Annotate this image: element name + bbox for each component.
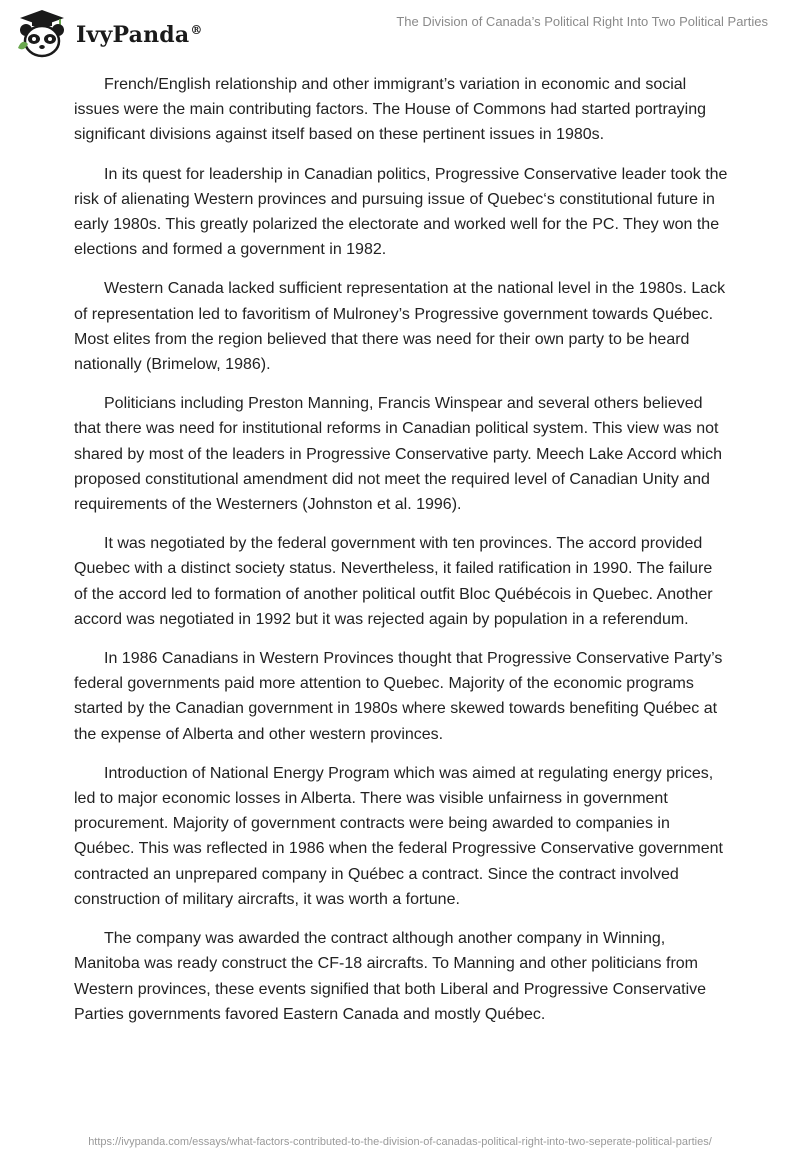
brand-name: IvyPanda®	[76, 22, 203, 48]
essay-body	[74, 72, 730, 1041]
paragraph: French/English relationship and other immigrant’s variation in economic and social issues were the main contributing factors. The House of Commons had started portraying significant divisions against itself based on these pertinent issues in 1980s.	[74, 76, 707, 144]
paragraph: Introduction of National Energy Program which was aimed at regulating energy prices, led to major economic losses in Alberta. There was visible unfairness in government procurement. Majority of government contracts were being awarded to companies in Québec. This was reflected in 1986 when the federal Progressive Conservative government contracted an unprepared company in Québec a contract. Since the contract involved construction of military aircrafts, it was worth a fortune.	[74, 764, 723, 908]
paragraph: Western Canada lacked sufficient representation at the national level in the 1980s. Lack of representation led to favoritism of Mulroney’s Progressive government towards Québec. Most elites from the region believed that there was need for their own party to be heard nationally (Brimelow, 1986).	[74, 280, 726, 374]
paragraph: In its quest for leadership in Canadian politics, Progressive Conservative leader took the risk of alienating Western provinces and pursuing issue of Quebec‘s constitutional future in early 1980s. This greatly polarized the electorate and worked well for the PC. They won the elections and formed a government in 1982.	[74, 165, 728, 259]
page-header	[0, 0, 800, 70]
paragraph: In 1986 Canadians in Western Provinces thought that Progressive Conservative Party’s federal governments paid more attention to Quebec. Majority of the economic programs started by the Canadian government in 1980s where skewed towards benefiting Québec at the expense of Alberta and other western provinces.	[74, 650, 723, 743]
paragraph: It was negotiated by the federal government with ten provinces. The accord provided Quebec with a distinct society status. Nevertheless, it failed ratification in 1990. The failure of the accord led to formation of another political outfit Bloc Québécois in Quebec. Another accord was negotiated in 1992 but it was rejected again by population in a referendum.	[74, 535, 713, 628]
document-title: The Division of Canada’s Political Right Into Two Political Parties	[396, 14, 768, 29]
panda-graduate-icon	[14, 8, 70, 58]
brand-logo[interactable]	[14, 8, 203, 58]
source-url[interactable]: https://ivypanda.com/essays/what-factors-contributed-to-the-division-of-canadas-political-right-into-two-seperate-political-parties/	[88, 1136, 712, 1148]
paragraph: The company was awarded the contract although another company in Winning, Manitoba was ready construct the CF-18 aircrafts. To Manning and other politicians from Western provinces, these events signified that both Liberal and Progressive Conservative Parties governments favored Eastern Canada and mostly Québec.	[74, 930, 707, 1023]
paragraph: Politicians including Preston Manning, Francis Winspear and several others believed that there was need for institutional reforms in Canadian political system. This view was not shared by most of the leaders in Progressive Conservative party. Meech Lake Accord which proposed constitutional amendment did not meet the required level of Canadian Unity and requirements of the Westerners (Johnston et al. 1996).	[74, 395, 723, 514]
